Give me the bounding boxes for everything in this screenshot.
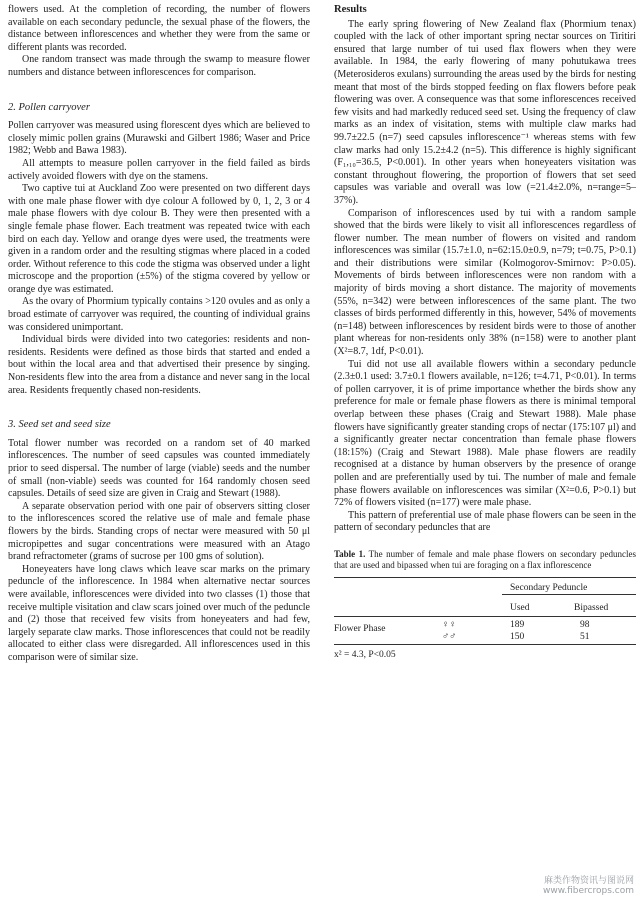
table-caption: [334, 549, 636, 571]
paragraph: flowers used. At the completion of recording, the number of flowers available on each secondary peduncle, the sexual phase of the flowers, the distance between inflorescences and whether they were from the same or different plants was recorded.: [8, 4, 310, 53]
paragraph: A separate observation period with one pair of observers sitting closer to the inflorescences scored the relative use of male and female phase flowers by the birds. Standing crops of nectar were measured with 50 μl micropipettes and sugar concentrations were measured with an Atago brand refractometer (grams of sucrose per 100 gms of solution).: [8, 500, 310, 563]
table-group-header-row: [334, 578, 636, 598]
table-1: [334, 577, 636, 661]
table-footnote-row: [334, 645, 636, 661]
section-heading-pollen-carryover: 2. Pollen carryover: [8, 101, 90, 113]
paragraph: Honeyeaters have long claws which leave scar marks on the primary peduncle of the inflorescence. In 1984 when alternative nectar sources were available, inflorescences were divided into two classes (1) those that receive multiple visitation and claw scars joined over much of the peduncle and (2) those that received few visits from honeyeaters and had few, largely separate claw marks. Those inflorescences that could not be readily allocated to either class were disregarded. All inflorescences used in this comparison were of similar size.: [8, 563, 310, 663]
section-heading-seed-set: 3. Seed set and seed size: [8, 419, 111, 431]
female-used-value: 189: [510, 619, 525, 630]
paragraph: Total flower number was recorded on a random set of 40 marked inflorescences. The number of seed capsules was counted immediately prior to seed dispersal. The number of large (viable) seeds and the number of small (non-viable) seeds was counted for 164 randomly chosen seed capsules. Details of seed size are given in Craig and Stewart (1988).: [8, 437, 310, 500]
paragraph: Tui did not use all available flowers within a secondary peduncle (2.3±0.1 used: 3.7±0.1 flowers available, n=126; t=4.71, P<0.01). In terms of pollen carryover, it is of prime importance whether the birds show any preference for male or female phase flowers as there is minimal temporal overlap between these phases (Craig and Stewart 1988). Male phase flowers have significantly greater standing crops of nectar (175:107 μl) and a significantly greater nectar concentration than female phase flowers (18:15%) (Craig and Stewart 1988). Male phase flowers are readily recognised at a distance by human observers by the presence of orange pollen and are preferentially used by tui. The number of male and female phase flowers available on inflorescences was similar (X²=0.6, P>0.1) but 72% of flowers visited (n=177) were male phase.: [334, 358, 636, 509]
table-group-header: Secondary Peduncle: [510, 582, 588, 593]
paragraph: The early spring flowering of New Zealand flax (Phormium tenax) coupled with the lack of other important spring nectar sources on Tiritiri ensured that large number of tui used flax flowers when they were available. In 1984, the early flowering of many pohutukawa trees (Meterosideros exulans) surrounding the areas used by the birds for nesting meant that most of the birds stopped feeding on flax flowers before peak flowering was over. A consequence was that some inflorescences received few visits and had markedly reduced seed set. Using the frequency of claw marks as an index of visitation, stems with multiple claw marks had 99.7±22.5 (n=7) seed capsules inflorescence⁻¹ whereas stems with few claw marks had only 15.2±4.2 (n=5). This difference is highly significant (F₁,₁₀=36.5, P<0.001). In other years when honeyeaters visitation was constant throughout flowering, the proportion of flowers that set seed capsules was variable and overall was low (=21.4±2.0%, n=range=5–37%).: [334, 18, 636, 206]
right-column: [334, 4, 636, 661]
paragraph: All attempts to measure pollen carryover in the field failed as birds actively avoided flowers with dye on the stamens.: [8, 157, 310, 182]
table-footnote: x² = 4.3, P<0.05: [334, 649, 396, 660]
watermark-line-2: www.fibercrops.com: [543, 886, 634, 896]
column-header-used: Used: [510, 602, 530, 613]
paragraph: As the ovary of Phormium typically contains >120 ovules and as only a broad estimate of carryover was required, the counting of individual grains was considered unimportant.: [8, 296, 310, 333]
male-symbol: ♂♂: [442, 631, 457, 642]
left-column: [8, 4, 310, 665]
paragraph: Two captive tui at Auckland Zoo were presented on two different days with one male phase flower with dye colour A followed by 0, 1, 2, 3 or 4 male phase flowers with dye colour B. They were then presented with a single female phase flower. Each treatment was repeated twice with each bird on each day. Yellow and orange dyes were used, the treatments were given in a random order and the resulting stigmas where placed in a coded order. Without reference to this code the stigma was observed under a light microscope and the proportion (±5%) of the stigma covered by yellow or orange dye was estimated.: [8, 183, 310, 295]
row-label-flower-phase: Flower Phase: [334, 623, 386, 634]
site-watermark: [543, 876, 634, 896]
watermark-line-1: 麻类作物资讯与图说网: [543, 876, 634, 886]
column-header-bipassed: Bipassed: [574, 602, 609, 613]
table-caption-text: The number of female and male phase flowers on secondary peduncles that are used and bipassed when tui are foraging on a flax inflorescence: [334, 548, 636, 570]
table-group-rule: [502, 594, 636, 595]
paragraph: This pattern of preferential use of male phase flowers can be seen in the pattern of secondary peduncles that are: [334, 509, 636, 534]
results-heading: Results: [334, 4, 367, 15]
paragraph: One random transect was made through the swamp to measure flower numbers and distance between inflorescences for comparison.: [8, 54, 310, 78]
paragraph: Pollen carryover was measured using florescent dyes which are believed to closely mimic pollen grains (Murawski and Gilbert 1986; Waser and Price 1982; Webb and Bawa 1983).: [8, 120, 310, 157]
female-bipassed-value: 98: [580, 619, 590, 630]
paragraph: Comparison of inflorescences used by tui with a random sample showed that the birds were likely to visit all inflorescences regardless of flower number. The mean number of flowers on visited and random inflorescences was similar (15.7±1.0, n=62:15.0±0.9, n=79; t=0.75, P>0.1) and their distributions were similar (Kolmogorov-Smirnov: P>0.05). Movements of birds between inflorescences were non random with a majority of birds moving a short distance. The majority of movements (55%, n=342) were between inflorescences of the same plant. The two classes of birds performed differently in this, however, 54% of movements (n=148) between inflorescences by resident birds were to those of another plant whereas for non-residents only 38% (n=158) were to another plant (X²=8.7, 1df, P<0.01).: [334, 207, 636, 358]
table-column-header-row: [334, 598, 636, 616]
table-row: [334, 630, 636, 644]
paragraph: Individual birds were divided into two categories: residents and non-residents. Residents were defined as those birds that started and ended a bout within the local area and that advertised their presence by singing. Non-residents flew into the area from a distance and never sang in the local area. Residents frequently chased non-residents.: [8, 334, 310, 396]
table-caption-label: Table 1.: [334, 548, 366, 559]
male-bipassed-value: 51: [580, 631, 590, 642]
male-used-value: 150: [510, 631, 525, 642]
table-row: [334, 617, 636, 634]
female-symbol: ♀♀: [442, 619, 457, 630]
